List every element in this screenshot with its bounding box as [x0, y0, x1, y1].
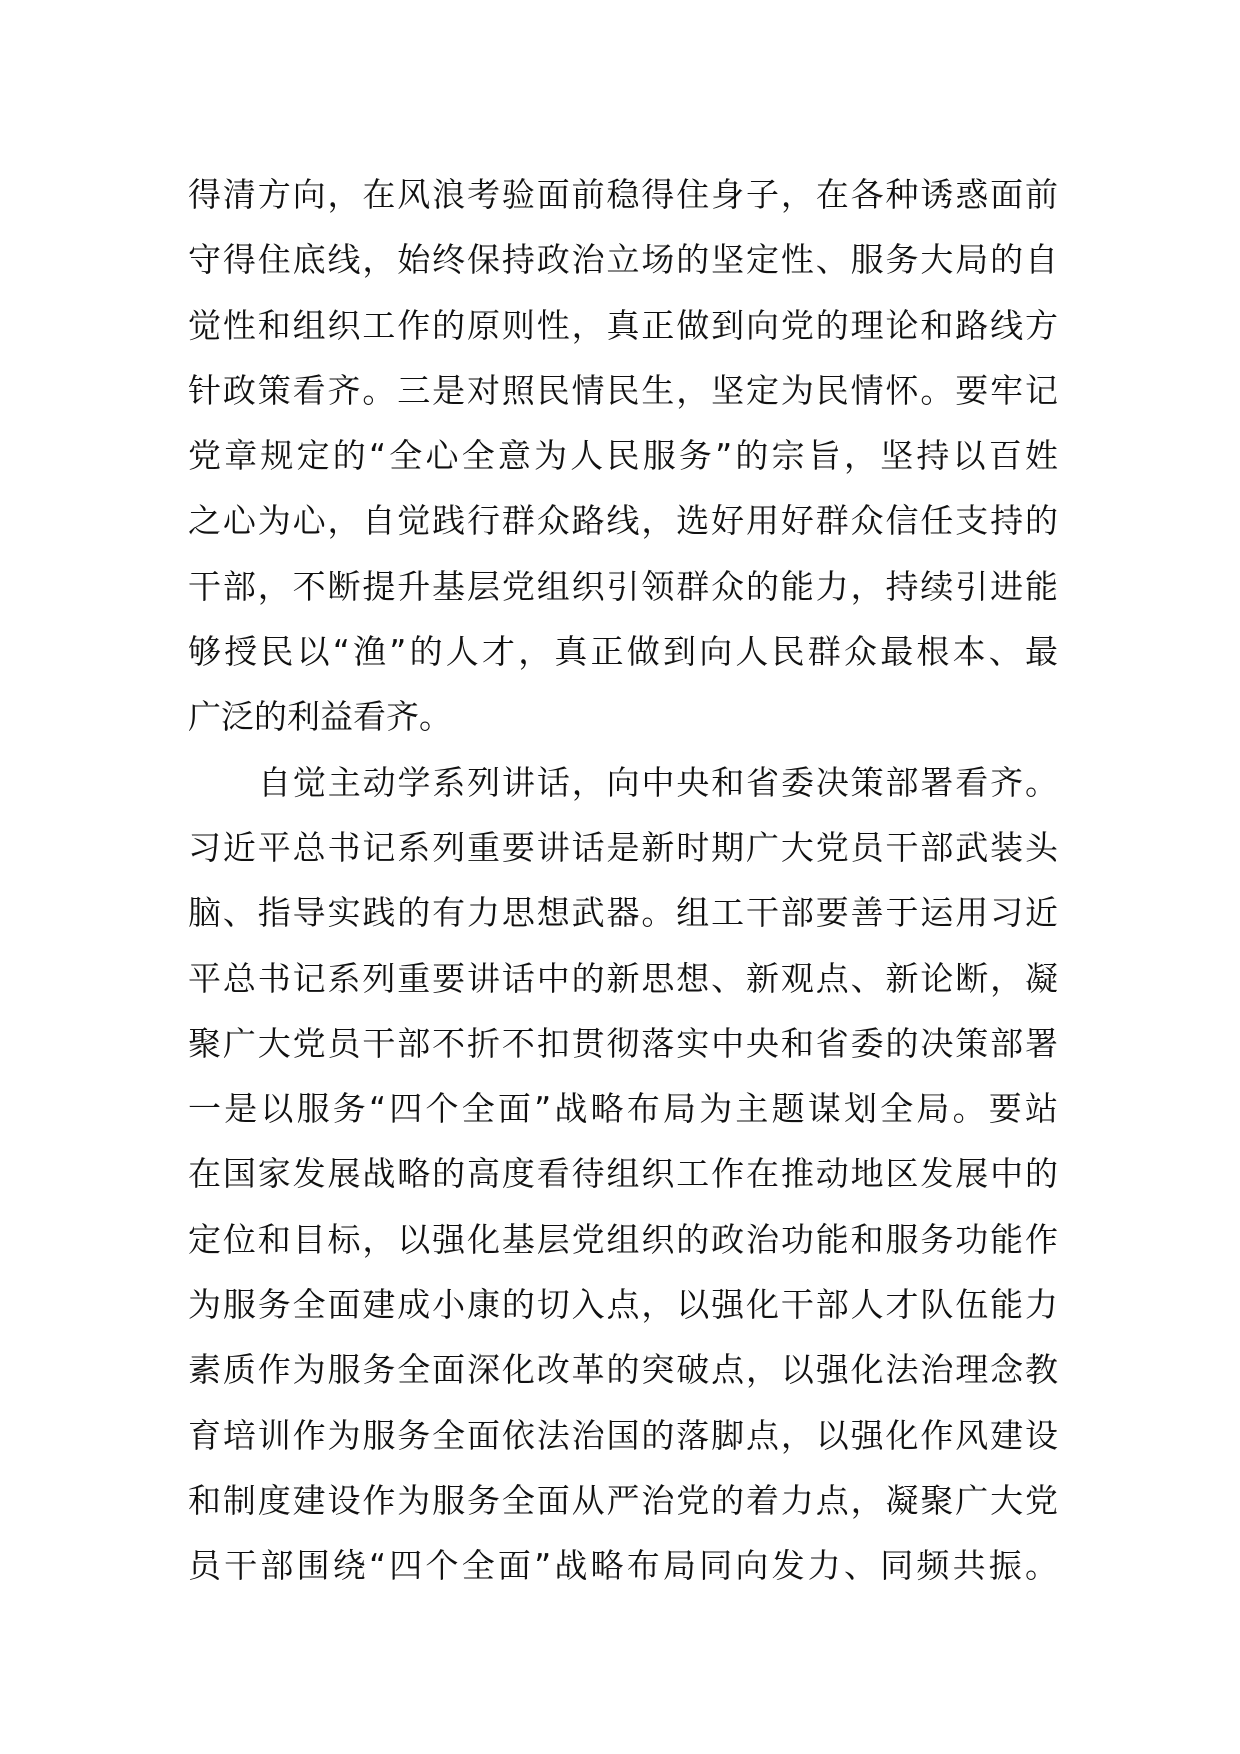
text-line: 干部，不断提升基层党组织引领群众的能力，持续引进能: [188, 566, 1058, 606]
text-line: 平总书记系列重要讲话中的新思想、新观点、新论断，凝: [188, 958, 1058, 998]
text-line: 自觉主动学系列讲话，向中央和省委决策部署看齐。: [258, 762, 1058, 802]
text-line: 为服务全面建成小康的切入点，以强化干部人才队伍能力: [188, 1285, 1058, 1325]
text-line: 聚广大党员干部不折不扣贯彻落实中央和省委的决策部署: [188, 1023, 1058, 1063]
text-line: 素质作为服务全面深化改革的突破点，以强化法治理念教: [188, 1350, 1058, 1390]
text-line: 得清方向，在风浪考验面前稳得住身子，在各种诱惑面前: [188, 175, 1058, 214]
text-line: 够授民以“渔”的人才，真正做到向人民群众最根本、最: [188, 632, 1058, 672]
text-line: 广泛的利益看齐。: [188, 697, 452, 737]
paragraph-1: [188, 162, 1058, 750]
text-line: 育培训作为服务全面依法治国的落脚点，以强化作风建设: [188, 1415, 1058, 1455]
text-line: 在国家发展战略的高度看待组织工作在推动地区发展中的: [188, 1154, 1058, 1194]
text-line: 守得住底线，始终保持政治立场的坚定性、服务大局的自: [188, 240, 1058, 280]
text-line: 觉性和组织工作的原则性，真正做到向党的理论和路线方: [188, 305, 1058, 345]
text-line: 针政策看齐。三是对照民情民生，坚定为民情怀。要牢记: [188, 370, 1058, 410]
text-line: 党章规定的“全心全意为人民服务”的宗旨，坚持以百姓: [188, 436, 1058, 476]
body-text: [188, 162, 1058, 1599]
text-line: 脑、指导实践的有力思想武器。组工干部要善于运用习近: [188, 893, 1058, 933]
text-line: 习近平总书记系列重要讲话是新时期广大党员干部武装头: [188, 827, 1058, 867]
paragraph-2: [188, 750, 1058, 1599]
text-line: 之心为心，自觉践行群众路线，选好用好群众信任支持的: [188, 501, 1058, 541]
text-line: 一是以服务“四个全面”战略布局为主题谋划全局。要站: [188, 1089, 1058, 1129]
text-line: 和制度建设作为服务全面从严治党的着力点，凝聚广大党: [188, 1480, 1058, 1520]
text-line: 定位和目标，以强化基层党组织的政治功能和服务功能作: [188, 1219, 1058, 1259]
text-line: 员干部围绕“四个全面”战略布局同向发力、同频共振。: [188, 1546, 1058, 1586]
